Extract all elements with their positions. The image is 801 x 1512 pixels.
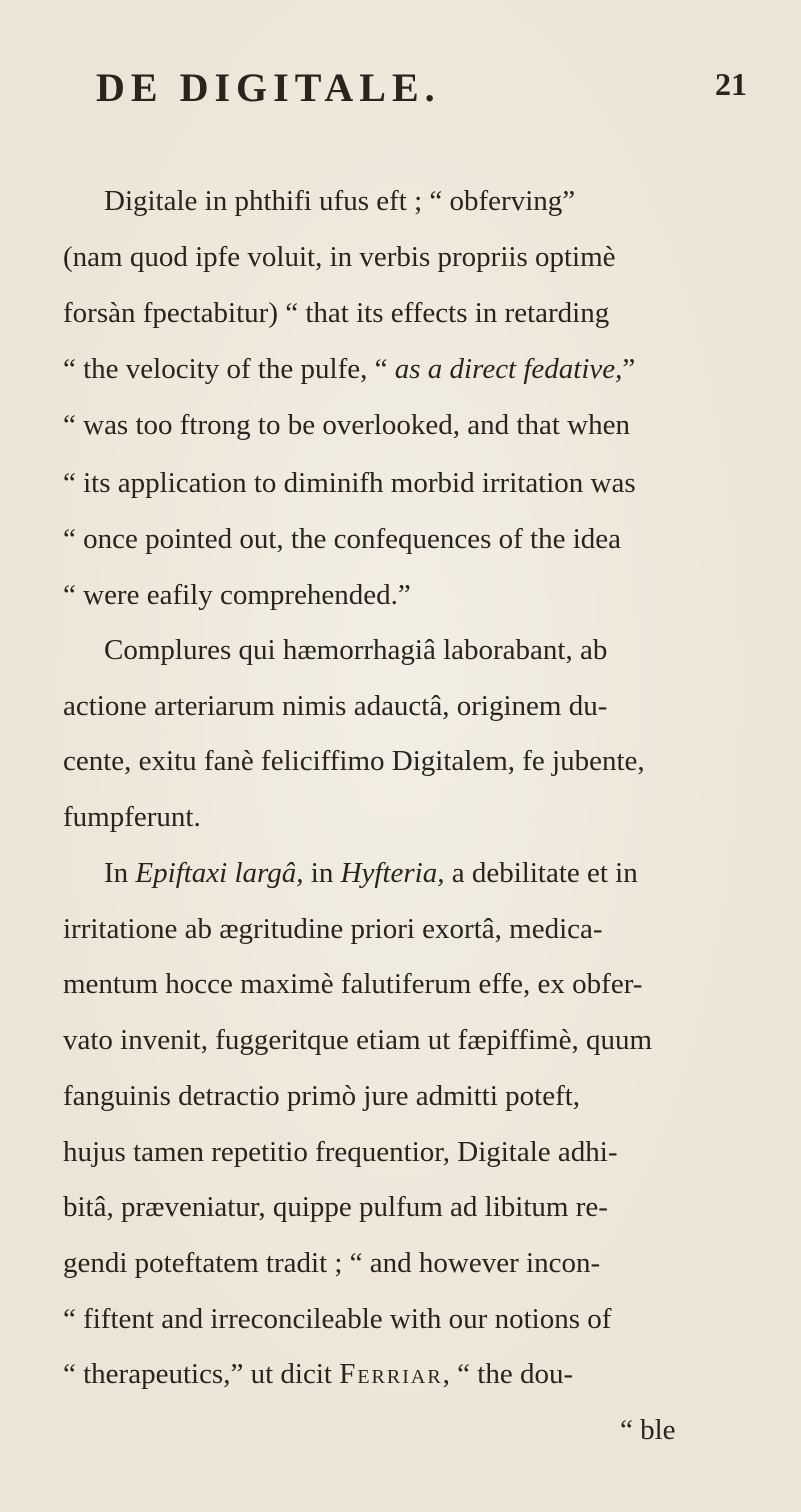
text-line: irritatione ab ægritudine priori exortâ, medica- xyxy=(63,913,603,945)
italic-phrase: Epiftaxi largâ, xyxy=(135,857,304,889)
text-line: Complures qui hæmorrhagiâ laborabant, ab xyxy=(104,634,608,666)
text-line: “ fiftent and irreconcileable with our notions of xyxy=(63,1303,612,1335)
text-line xyxy=(63,1357,573,1391)
author-name: Ferriar xyxy=(339,1358,443,1390)
italic-phrase: Hyfteria, xyxy=(340,857,445,889)
text-line: “ its application to diminifh morbid irritation was xyxy=(63,467,636,499)
text-line: hujus tamen repetitio frequentior, Digitale adhi- xyxy=(63,1136,618,1168)
catchword: “ ble xyxy=(620,1414,676,1446)
text-line: cente, exitu fanè feliciffimo Digitalem, fe jubente, xyxy=(63,745,645,777)
text-line: gendi poteftatem tradit ; “ and however incon- xyxy=(63,1247,601,1279)
text-line: In Epiftaxi largâ, in Hyfteria, a debilitate et in xyxy=(104,857,638,889)
text-line: “ the velocity of the pulfe, “ as a direct fedative,” xyxy=(63,353,636,385)
text-line: fumpferunt. xyxy=(63,801,201,833)
text-line: “ was too ftrong to be overlooked, and that when xyxy=(63,409,630,441)
text-line: actione arteriarum nimis adauctâ, originem du- xyxy=(63,690,608,722)
text-line: (nam quod ipfe voluit, in verbis propriis optimè xyxy=(63,241,616,273)
running-head: DE DIGITALE. xyxy=(96,65,441,110)
italic-phrase: as a direct fedative, xyxy=(394,353,623,385)
text-line: forsàn fpectabitur) “ that its effects in retarding xyxy=(63,297,610,329)
page-number: 21 xyxy=(715,66,747,102)
text-line: bitâ, præveniatur, quippe pulfum ad libitum re- xyxy=(63,1191,608,1223)
text-line: “ were eafily comprehended.” xyxy=(63,579,411,611)
text-line: vato invenit, fuggeritque etiam ut fæpiffimè, quum xyxy=(63,1024,653,1056)
text-line: Digitale in phthifi ufus eft ; “ obferving” xyxy=(104,185,576,217)
text-line: mentum hocce maximè falutiferum effe, ex obfer- xyxy=(63,968,643,1000)
text-segment: “ therapeutics,” ut dicit xyxy=(63,1358,332,1390)
text-segment: , “ the dou- xyxy=(442,1358,574,1390)
text-line: fanguinis detractio primò jure admitti poteft, xyxy=(63,1080,581,1112)
text-line: “ once pointed out, the confequences of the idea xyxy=(63,523,622,555)
